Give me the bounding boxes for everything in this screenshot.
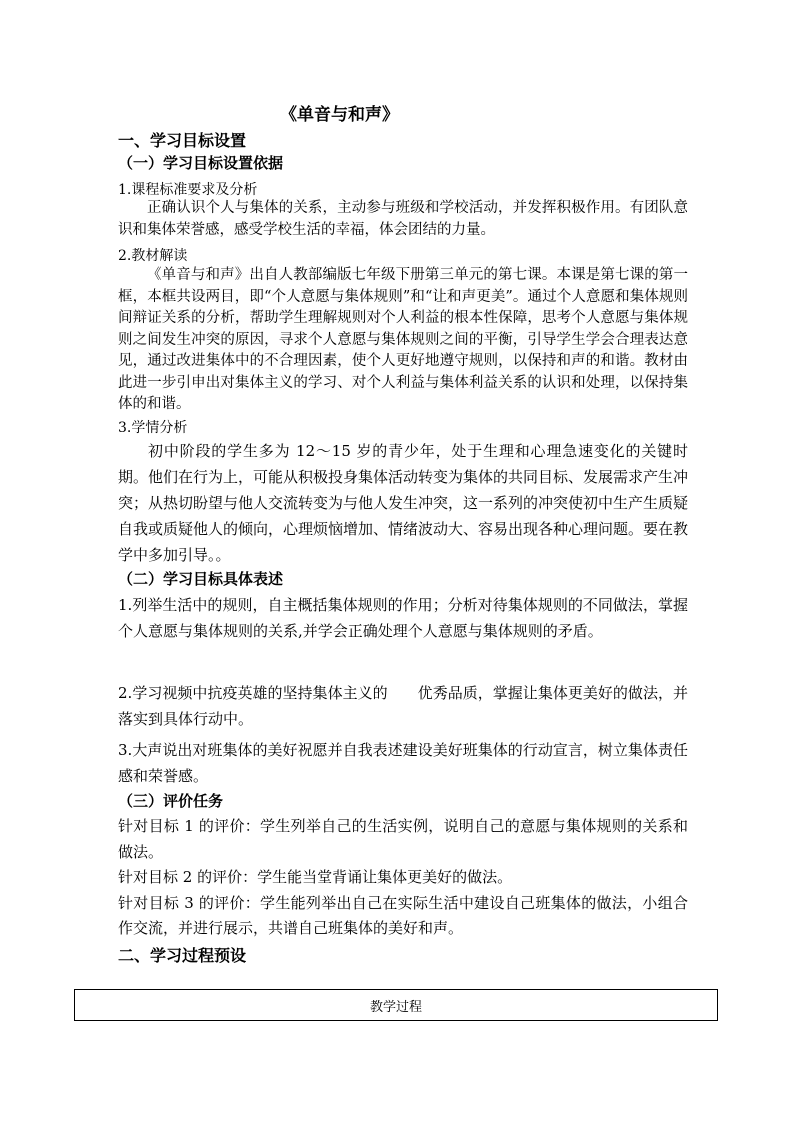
part1-heading: （一）学习目标设置依据 (118, 154, 284, 172)
item3-text (118, 438, 688, 568)
goal2 (118, 680, 688, 732)
item1-paragraph: 正确认识个人与集体的关系，主动参与班级和学校活动，并发挥积极作用。有团队意识和集体荣誉感，感受学校生活的幸福，体会团结的力量。 (118, 200, 688, 238)
goal2-paragraph: 2.学习视频中抗疫英雄的坚持集体主义的 优秀品质，掌握让集体更美好的做法，并落实到具体行动中。 (118, 684, 688, 728)
table-header-cell: 教学过程 (369, 999, 422, 1015)
goal3-paragraph: 3.大声说出对班集体的美好祝愿并自我表述建设美好班集体的行动宣言，树立集体责任感和荣誉感。 (118, 741, 688, 785)
eval1: 针对目标 1 的评价：学生列举自己的生活实例，说明自己的意愿与集体规则的关系和做法。 (118, 817, 688, 861)
goal3 (118, 737, 688, 789)
eval2: 针对目标 2 的评价：学生能当堂背诵让集体更美好的做法。 (118, 868, 513, 886)
section2-heading: 二、学习过程预设 (118, 946, 247, 965)
part2-heading: （二）学习目标具体表述 (118, 570, 284, 588)
goal1 (118, 592, 688, 644)
item3-paragraph: 初中阶段的学生多为 12～15 岁的青少年，处于生理和心理急速变化的关键时期。他们在行为上，可能从积极投身集体活动转变为集体的共同目标、发展需求产生冲突；从热切盼望与他人交流转变为与他人发生冲突，这一系列的冲突使初中生产生质疑自我或质疑他人的倾向，心理烦恼增加、情绪波动大、容易出现各种心理问题。要在教学中多加引导。。 (118, 442, 689, 564)
section1-heading: 一、学习目标设置 (118, 131, 247, 150)
part3-heading: （三）评价任务 (118, 792, 224, 810)
goal1-paragraph: 1.列举生活中的规则，自主概括集体规则的作用；分析对待集体规则的不同做法，掌握个人意愿与集体规则的关系,并学会正确处理个人意愿与集体规则的矛盾。 (118, 596, 688, 640)
item1-text (118, 198, 688, 241)
teaching-process-table (74, 989, 718, 1021)
item2-paragraph: 《单音与和声》出自人教部编版七年级下册第三单元的第七课。本课是第七课的第一框，本框共设两目，即“个人意愿与集体规则”和“让和声更美”。通过个人意愿和集体规则间辩证关系的分析，帮助学生理解规则对个人利益的根本性保障，思考个人意愿与集体规则之间发生冲突的原因，寻求个人意愿与集体规则之间的平衡，引导学生学会合理表达意见，通过改进集体中的不合理因素，使个人更好地遵守规则，以保持和声的和谐。教材由此进一步引申出对集体主义的学习、对个人利益与集体利益关系的认识和处理，以保持集体的和谐。 (118, 267, 688, 412)
item2-text (118, 265, 688, 416)
item3-title: 3.学情分析 (118, 420, 188, 436)
eval3: 针对目标 3 的评价：学生能列举出自己在实际生活中建设自己班集体的做法，小组合作交流，并进行展示，共谱自己班集体的美好和声。 (118, 893, 688, 937)
document-title: 《单音与和声》 (280, 105, 399, 125)
item2-title: 2.教材解读 (118, 248, 188, 264)
evaluation-list (118, 814, 688, 942)
item1-title: 1.课程标准要求及分析 (118, 182, 258, 198)
